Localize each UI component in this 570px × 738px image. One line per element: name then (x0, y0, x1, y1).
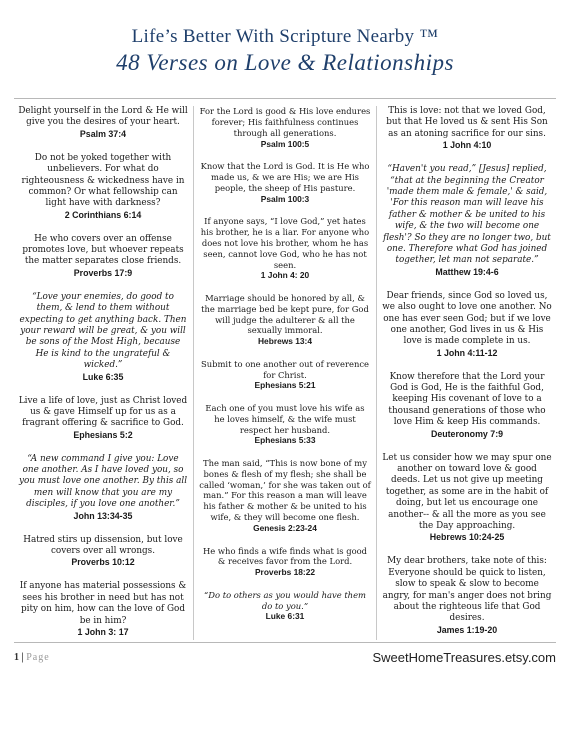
verse-text: If anyone has material possessions & sees his brother in need but has not pity on him, how can the love of God be in him? (19, 581, 187, 626)
verse-block (195, 590, 375, 623)
page-header (0, 26, 570, 76)
verse-block (378, 106, 556, 152)
verse-reference: John 13:34-35 (73, 510, 133, 521)
verse-text: My dear brothers, take note of this: Everyone should be quick to listen, slow to speak & slow to become angry, for man's anger does not bring about the righteous life that God desires. (382, 556, 552, 624)
verse-text: The man said, “This is now bone of my bones & flesh of my flesh; she shall be called ‘woman,’ for she was taken out of man.” For this reason a man will leave his father & mother & be united to his wife, & they will become one flesh. (199, 457, 371, 523)
verse-block (14, 454, 192, 522)
verse-block (378, 164, 556, 278)
header-divider (14, 98, 556, 99)
verse-column-2 (195, 106, 375, 640)
verse-text: Each one of you must love his wife as he loves himself, & the wife must respect her husband. (205, 402, 365, 435)
verse-reference: Matthew 19:4-6 (435, 266, 499, 277)
page-number-separator: | (21, 652, 24, 663)
footer-divider (14, 642, 556, 643)
verse-reference: James 1:19-20 (436, 624, 498, 635)
page-subtitle: 48 Verses on Love & Relationships (116, 50, 454, 75)
verse-reference: 1 John 4: 20 (260, 270, 310, 281)
page-number-value: 1 (14, 652, 19, 663)
verse-reference: Deuteronomy 7:9 (430, 428, 504, 439)
verse-reference: Proverbs 18:22 (254, 567, 316, 578)
page-footer (14, 650, 556, 668)
verse-text: Let us consider how we may spur one another on toward love & good deeds. Let us not give up meeting together, as some are in the habit of doing, but let us encourage one another-- & all the more as you see the Day approaching. (382, 452, 552, 531)
verse-text: “Love your enemies, do good to them, & lend to them without expecting to get anything back. Then your reward will be great, & you will be sons of the Most High, because He is kind to the ungrateful & wicked.” (19, 291, 187, 371)
verse-text: He who covers over an offense promotes love, but whoever repeats the matter separates close friends. (22, 233, 184, 267)
verse-reference: Hebrews 13:4 (258, 336, 312, 347)
verse-block (195, 458, 375, 534)
verse-reference: Hebrews 10:24-25 (429, 532, 505, 543)
verse-reference: Psalm 100:3 (260, 193, 310, 204)
verse-block (195, 216, 375, 281)
verse-reference: 1 John 4:11-12 (436, 347, 498, 358)
verse-reference: Ephesians 5:21 (254, 380, 316, 391)
column-divider (376, 106, 377, 640)
verse-block (14, 581, 192, 638)
verse-text: Marriage should be honored by all, & the marriage bed be kept pure, for God will judge the adulterer & all the sexually immoral. (201, 292, 369, 336)
verse-reference: 2 Corinthians 6:14 (64, 209, 142, 220)
verse-text: Submit to one another out of reverence for Christ. (201, 358, 369, 380)
verse-block (195, 106, 375, 149)
verse-block (14, 292, 192, 383)
verse-text: Live a life of love, just as Christ loved us & gave Himself up for us as a fragrant offering & sacrifice to God. (18, 395, 188, 429)
verse-block (195, 359, 375, 392)
verse-text: “Do to others as you would have them do to you.” (204, 589, 366, 611)
verse-text: Delight yourself in the Lord & He will give you the desires of your heart. (18, 106, 188, 128)
page-number (14, 652, 50, 663)
verse-text: Hatred stirs up dissension, but love covers over all wrongs. (23, 534, 183, 556)
verse-reference: 1 John 4:10 (442, 140, 492, 151)
verse-text: Know therefore that the Lord your God is God, He is the faithful God, keeping His covenant of love to a thousand generations of those who love Him & keep His commands. (388, 371, 546, 428)
verse-reference: Psalm 37:4 (79, 128, 127, 139)
verse-columns (14, 106, 556, 640)
column-divider (193, 106, 194, 640)
verse-block (378, 556, 556, 636)
verse-text: Dear friends, since God so loved us, we also ought to love one another. No one has ever seen God; but if we love one another, God lives in us & His love is made complete in us. (382, 290, 552, 347)
verse-text: Do not be yoked together with unbelievers. For what do righteousness & wickedness have in common? Or what fellowship can light have with darkness? (21, 152, 185, 209)
verse-text: “Haven't you read,” [Jesus] replied, “that at the beginning the Creator 'made them male & female,' & said, 'For this reason man will leave his father & mother & be united to his wife, & the two will become one flesh'? So they are no longer two, but one. Therefore what God has joined together, let man not separate.” (383, 164, 551, 266)
verse-block (14, 535, 192, 569)
verse-reference: Proverbs 10:12 (71, 557, 135, 568)
verse-block (14, 106, 192, 140)
verse-text: This is love: not that we loved God, but that He loved us & sent His Son as an atoning sacrifice for our sins. (386, 106, 548, 139)
page-word: Page (26, 652, 50, 663)
verse-block (378, 372, 556, 440)
verse-block (378, 291, 556, 359)
verse-reference: Luke 6:35 (82, 371, 124, 382)
verse-block (14, 234, 192, 280)
verse-block (195, 293, 375, 347)
verse-reference: Proverbs 17:9 (73, 267, 133, 278)
verse-text: He who finds a wife finds what is good & receives favor from the Lord. (202, 545, 368, 567)
verse-block (14, 396, 192, 442)
verse-reference: Ephesians 5:2 (73, 429, 133, 440)
verse-reference: 1 John 3: 17 (77, 626, 129, 637)
verse-text: For the Lord is good & His love endures forever; His faithfulness continues through all generations. (199, 106, 371, 138)
page-title: Life’s Better With Scripture Nearby ™ (131, 26, 439, 47)
verse-block (195, 161, 375, 204)
verse-column-3 (378, 106, 556, 640)
verse-text: Know that the Lord is God. It is He who made us, & we are His; we are His people, the sheep of His pasture. (200, 161, 370, 193)
verse-text: If anyone says, “I love God,” yet hates his brother, he is a liar. For anyone who does not love his brother, whom he has seen, cannot love God, who he has not seen. (200, 216, 370, 270)
verse-block (14, 153, 192, 221)
shop-url: SweetHomeTreasures.etsy.com (372, 650, 556, 665)
verse-text: “A new command I give you: Love one another. As I have loved you, so you must love one another. By this all men will know that you are my disciples, if you love one another.” (18, 453, 188, 510)
verse-column-1 (14, 106, 192, 640)
verse-block (195, 546, 375, 579)
verse-block (195, 403, 375, 446)
verse-reference: Ephesians 5:33 (254, 435, 316, 446)
verse-reference: Genesis 2:23-24 (253, 523, 317, 534)
verse-reference: Luke 6:31 (265, 611, 305, 622)
verse-block (378, 453, 556, 544)
verse-reference: Psalm 100:5 (260, 138, 310, 149)
